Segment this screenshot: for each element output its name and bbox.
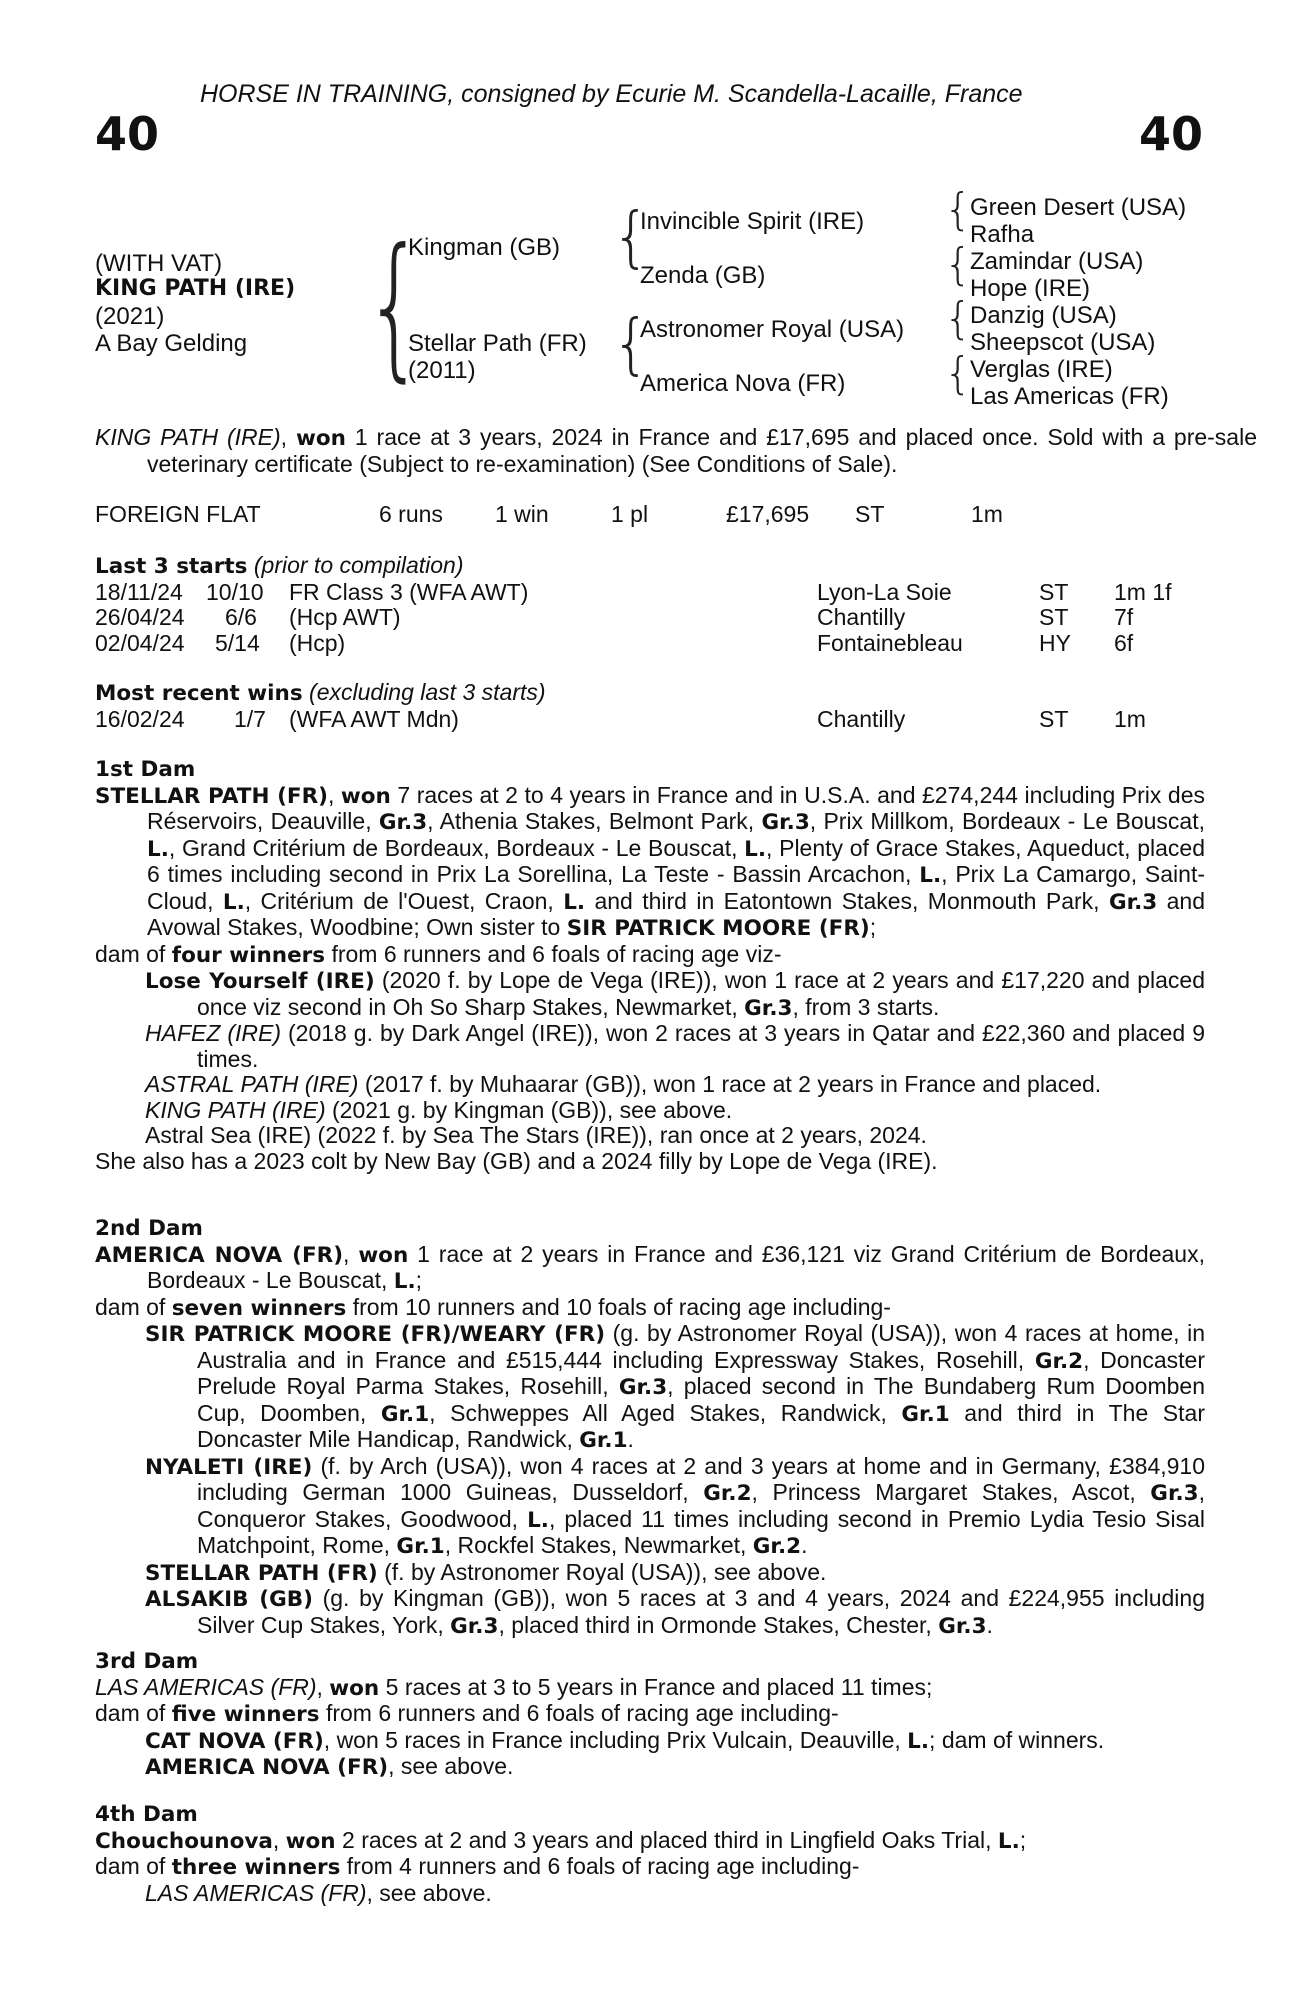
start-row: 26/04/24 6/6 (Hcp AWT) Chantilly ST 7f [95, 604, 1134, 630]
third-dam-section [95, 1649, 1205, 1781]
record-placed: 1 pl [611, 501, 649, 527]
record-distance: 1m [971, 501, 1003, 527]
pedigree-brace-dam: { [612, 305, 651, 383]
first-dam-record: STELLAR PATH (FR), won 7 races at 2 to 4 years in France and in U.S.A. and £274,244 including Prix des Réservoirs, Deauville, Gr.3, Athenia Stakes, Belmont Park, Gr.3, Prix Millkom, Bordeaux - Le Bouscat, L., Grand Critérium de Bordeaux, Bordeaux - Le Bouscat, L., Plenty of Grace Stakes, Aqueduct, placed 6 times including second in Prix La Sorellina, La Teste - Bassin Arcachon, L., Prix La Camargo, Saint-Cloud, L., Critérium de l'Ouest, Craon, L. and third in Eatontown Stakes, Monmouth Park, Gr.3 and Avowal Stakes, Woodbine; Own sister to SIR PATRICK MOORE (FR); [95, 781, 1206, 941]
produce-entry: Astral Sea (IRE) (2022 f. by Sea The Stars (IRE)), ran once at 2 years, 2024. [145, 1122, 927, 1148]
produce-entry: KING PATH (IRE) (2021 g. by Kingman (GB)), see above. [145, 1096, 733, 1123]
record-wins: 1 win [495, 501, 549, 527]
sire-name: Kingman (GB) [408, 234, 561, 261]
horse-year: (2021) [95, 303, 165, 330]
sire-sire-sire: Green Desert (USA) [970, 194, 1187, 221]
vat-note: (WITH VAT) [95, 250, 223, 277]
horse-name: KING PATH (IRE) [95, 276, 296, 301]
recent-wins-heading: Most recent wins [95, 681, 303, 706]
produce-entry: LAS AMERICAS (FR), see above. [145, 1879, 492, 1906]
lot-number-left: 40 [95, 107, 160, 161]
catalogue-header: HORSE IN TRAINING, consigned by Ecurie M. Scandella-Lacaille, France [200, 80, 1023, 108]
start-row: 18/11/24 10/10 FR Class 3 (WFA AWT) Lyon-La Soie ST 1m 1f [95, 578, 1172, 605]
dam-sire: Astronomer Royal (USA) [640, 316, 905, 343]
produce-entry: ALSAKIB (GB) (g. by Kingman (GB)), won 5 races at 3 and 4 years, 2024 and £224,955 including Silver Cup Stakes, York, Gr.3, placed third in Ormonde Stakes, Chester, Gr.3. [145, 1585, 1205, 1639]
lot-number-right: 40 [1138, 107, 1203, 161]
start-row: 02/04/24 5/14 (Hcp) Fontainebleau HY 6f [95, 629, 1134, 656]
dam-dam-dam: Las Americas (FR) [970, 383, 1169, 410]
record-runs: 6 runs [379, 501, 443, 527]
dam-name: Stellar Path (FR) [408, 330, 587, 357]
dam-year: (2011) [408, 357, 476, 384]
pedigree-brace-ds: { [944, 293, 972, 344]
fourth-dam-record: Chouchounova, won 2 races at 2 and 3 years and placed third in Lingfield Oaks Trial, L.; [95, 1826, 1027, 1854]
produce-entry: HAFEZ (IRE) (2018 g. by Dark Angel (IRE)), won 2 races at 3 years in Qatar and £22,360 and placed 9 times. [145, 1020, 1205, 1072]
sire-dam-dam: Hope (IRE) [970, 275, 1091, 302]
sire-dam-sire: Zamindar (USA) [970, 248, 1144, 275]
last-starts-heading: Last 3 starts [95, 554, 248, 579]
produce-entry: AMERICA NOVA (FR), see above. [145, 1753, 514, 1780]
sire-sire-dam: Rafha [970, 221, 1035, 248]
dam-dam-sire: Verglas (IRE) [970, 356, 1113, 383]
second-dam-heading: 2nd Dam [95, 1216, 203, 1241]
third-dam-produce-summary: dam of five winners from 6 runners and 6 foals of racing age including- [95, 1700, 839, 1727]
pedigree-brace-sd: { [944, 239, 972, 290]
win-row: 16/02/24 1/7 (WFA AWT Mdn) Chantilly ST 1m [95, 705, 1146, 732]
first-dam-section [95, 757, 1205, 1174]
pedigree-brace-sire: { [612, 198, 651, 276]
record-label: FOREIGN FLAT [95, 501, 261, 527]
dam-sire-sire: Danzig (USA) [970, 302, 1117, 329]
fourth-dam-heading: 4th Dam [95, 1802, 198, 1827]
produce-entry: CAT NOVA (FR), won 5 races in France including Prix Vulcain, Deauville, L.; dam of winners. [145, 1726, 1105, 1754]
produce-entry: STELLAR PATH (FR) (f. by Astronomer Royal (USA)), see above. [145, 1558, 827, 1586]
first-dam-heading: 1st Dam [95, 757, 196, 782]
pedigree-brace-ss: { [944, 184, 972, 235]
last-three-starts: Last 3 starts (prior to compilation) 18/11/24 10/10 FR Class 3 (WFA AWT) Lyon-La Soie ST 1m 1f 26/04/24 6/6 (Hcp AWT) Chantilly ST 7f 02/04/24 5/14 (Hcp) Fontainebleau HY 6f [95, 553, 1205, 656]
sire-dam: Zenda (GB) [640, 262, 766, 289]
racing-record [95, 502, 1205, 528]
fourth-dam-produce-summary: dam of three winners from 4 runners and 6 foals of racing age including- [95, 1853, 860, 1880]
first-dam-also-note: She also has a 2023 colt by New Bay (GB) and a 2024 filly by Lope de Vega (IRE). [95, 1147, 938, 1174]
second-dam-record: AMERICA NOVA (FR), won 1 race at 2 years in France and £36,121 viz Grand Critérium de Bordeaux, Bordeaux - Le Bouscat, L.; [95, 1240, 1205, 1294]
produce-entry: ASTRAL PATH (IRE) (2017 f. by Muhaarar (GB)), won 1 race at 2 years in France and placed. [145, 1071, 1102, 1097]
produce-entry: Lose Yourself (IRE) (2020 f. by Lope de Vega (IRE)), won 1 race at 2 years and £17,220 and placed once viz second in Oh So Sharp Stakes, Newmarket, Gr.3, from 3 starts. [145, 967, 1205, 1021]
produce-entry: SIR PATRICK MOORE (FR)/WEARY (FR) (g. by Astronomer Royal (USA)), won 4 races at home, in Australia and in France and £515,444 including Expressway Stakes, Rosehill, Gr.2, Doncaster Prelude Royal Parma Stakes, Rosehill, Gr.3, placed second in The Bundaberg Rum Doomben Cup, Doomben, Gr.1, Schweppes All Aged Stakes, Randwick, Gr.1 and third in The Star Doncaster Mile Handicap, Randwick, Gr.1. [145, 1320, 1206, 1453]
dam-dam: America Nova (FR) [640, 370, 846, 397]
record-going: ST [855, 501, 885, 527]
record-earnings: £17,695 [726, 501, 810, 527]
sire-sire: Invincible Spirit (IRE) [640, 208, 865, 235]
summary-horse-name: KING PATH (IRE) [95, 424, 281, 450]
pedigree-brace-dd: { [944, 348, 972, 399]
horse-description: A Bay Gelding [95, 330, 248, 357]
first-dam-produce-summary: dam of four winners from 6 runners and 6 foals of racing age viz- [95, 940, 782, 968]
second-dam-section [95, 1216, 1205, 1639]
dam-sire-dam: Sheepscot (USA) [970, 329, 1156, 356]
third-dam-record: LAS AMERICAS (FR), won 5 races at 3 to 5 years in France and placed 11 times; [95, 1673, 933, 1701]
most-recent-wins: Most recent wins (excluding last 3 starts) 16/02/24 1/7 (WFA AWT Mdn) Chantilly ST 1m [95, 680, 1205, 732]
third-dam-heading: 3rd Dam [95, 1649, 199, 1674]
produce-entry: NYALETI (IRE) (f. by Arch (USA)), won 4 races at 2 and 3 years at home and in Germany, £384,910 including German 1000 Guineas, Dusseldorf, Gr.2, Princess Margaret Stakes, Ascot, Gr.3, Conqueror Stakes, Goodwood, L., placed 11 times including second in Premio Lydia Tesio Sisal Matchpoint, Rome, Gr.1, Rockfel Stakes, Newmarket, Gr.2. [145, 1452, 1205, 1559]
pedigree-brace-main: { [364, 215, 426, 397]
fourth-dam-section [95, 1802, 1205, 1906]
second-dam-produce-summary: dam of seven winners from 10 runners and 10 foals of racing age including- [95, 1293, 891, 1321]
race-summary: KING PATH (IRE), won 1 race at 3 years, 2024 in France and £17,695 and placed once. Sold with a pre-sale veterinary certificate (Subject to re-examination) (See Conditions of Sale). [95, 424, 1258, 477]
